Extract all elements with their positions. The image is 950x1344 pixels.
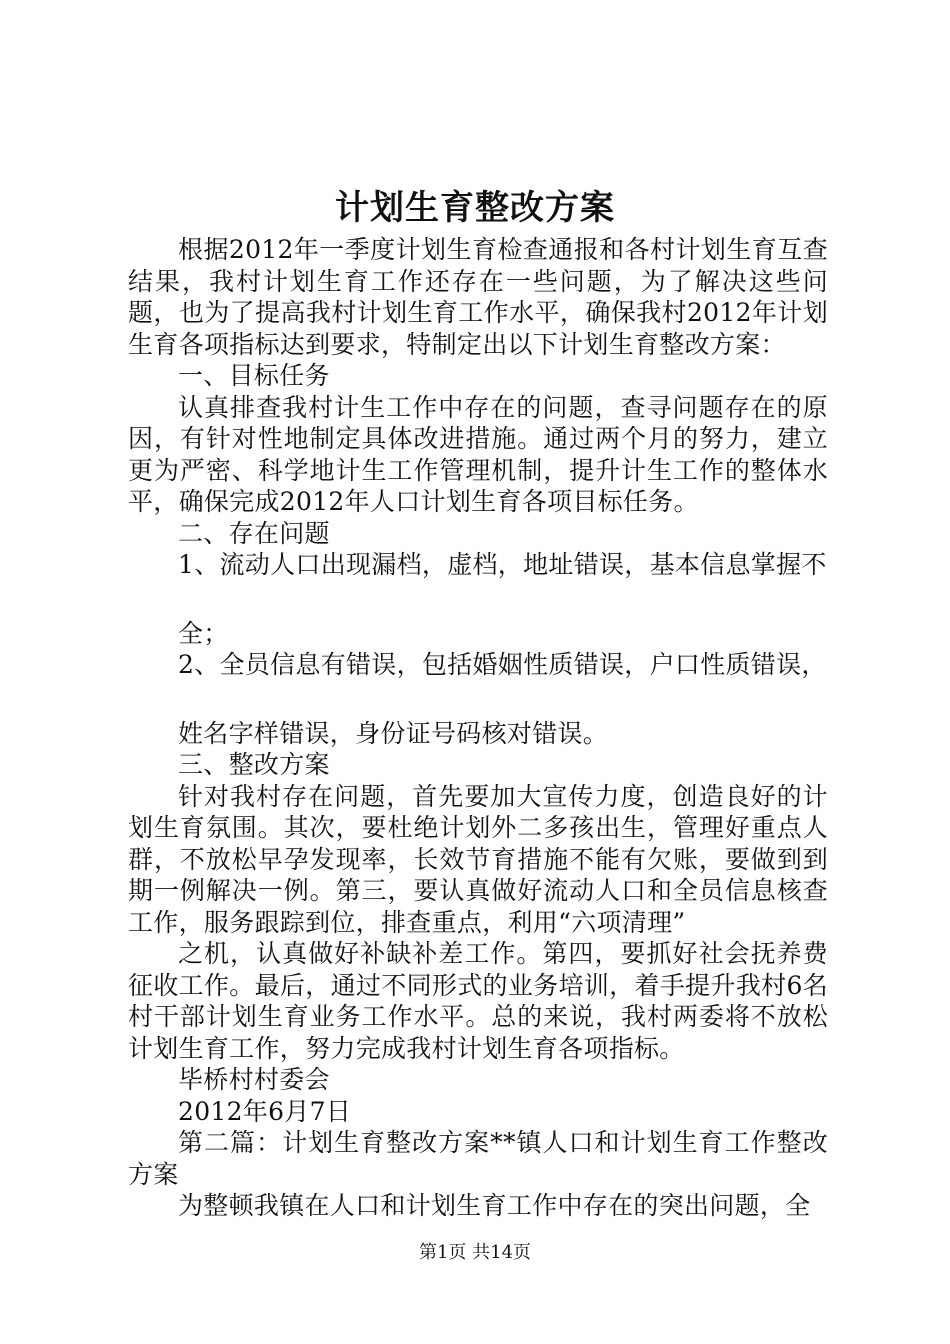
document-title: 计划生育整改方案 (335, 188, 615, 228)
section-heading-problems: 二、存在问题 (178, 518, 330, 548)
section-heading-plan: 三、整改方案 (178, 750, 330, 779)
plan-paragraph-continued: 之机，认真做好补缺补差工作。第四，要抓好社会抚养费征收工作。最后，通过不同形式的业务培训，着手提升我村6名村干部计划生育业务工作水平。总的来说，我村两委将不放松计划生育工作，努力完成我村计划生育各项指标。 (128, 939, 828, 1063)
spacer (128, 681, 828, 718)
section-heading-goals: 一、目标任务 (178, 361, 330, 390)
spacer (128, 581, 828, 618)
goals-paragraph: 认真排查我村计生工作中存在的问题，查寻问题存在的原因，有针对性地制定具体改进措施。通过两个月的努力，建立更为严密、科学地计生工作管理机制，提升计生工作的整体水平，确保完成2012年人口计划生育各项目标任务。 (128, 392, 828, 516)
problem-item-1-continued: 全； (178, 618, 229, 648)
plan-paragraph: 针对我村存在问题，首先要加大宣传力度，创造良好的计划生育氛围。其次，要杜绝计划外二多孩出生，管理好重点人群，不放松早孕发现率，长效节育措施不能有欠账，要做到到期一例解决一例。第三，要认真做好流动人口和全员信息核查工作，服务跟踪到位，排查重点，利用“六项清理” (128, 781, 828, 937)
second-article-heading: 第二篇：计划生育整改方案**镇人口和计划生育工作整改方案 (128, 1128, 828, 1189)
second-article-paragraph: 为整顿我镇在人口和计划生育工作中存在的突出问题，全 (178, 1191, 811, 1220)
intro-paragraph: 根据2012年一季度计划生育检查通报和各村计划生育互查结果，我村计划生育工作还存在一些问题，为了解决这些问题，也为了提高我村计划生育工作水平，确保我村2012年计划生育各项指标达到要求，特制定出以下计划生育整改方案： (128, 235, 828, 359)
problem-item-2-continued: 姓名字样错误，身份证号码核对错误。 (178, 718, 609, 748)
problem-item-2: 2、全员信息有错误，包括婚姻性质错误，户口性质错误， (178, 650, 827, 679)
signature-committee: 毕桥村村委会 (178, 1065, 330, 1094)
document-body (128, 234, 828, 1222)
signature-date: 2012年6月7日 (178, 1096, 352, 1126)
problem-item-1: 1、流动人口出现漏档，虚档，地址错误，基本信息掌握不 (178, 550, 827, 579)
page-number: 第1页 共14页 (418, 1242, 532, 1263)
